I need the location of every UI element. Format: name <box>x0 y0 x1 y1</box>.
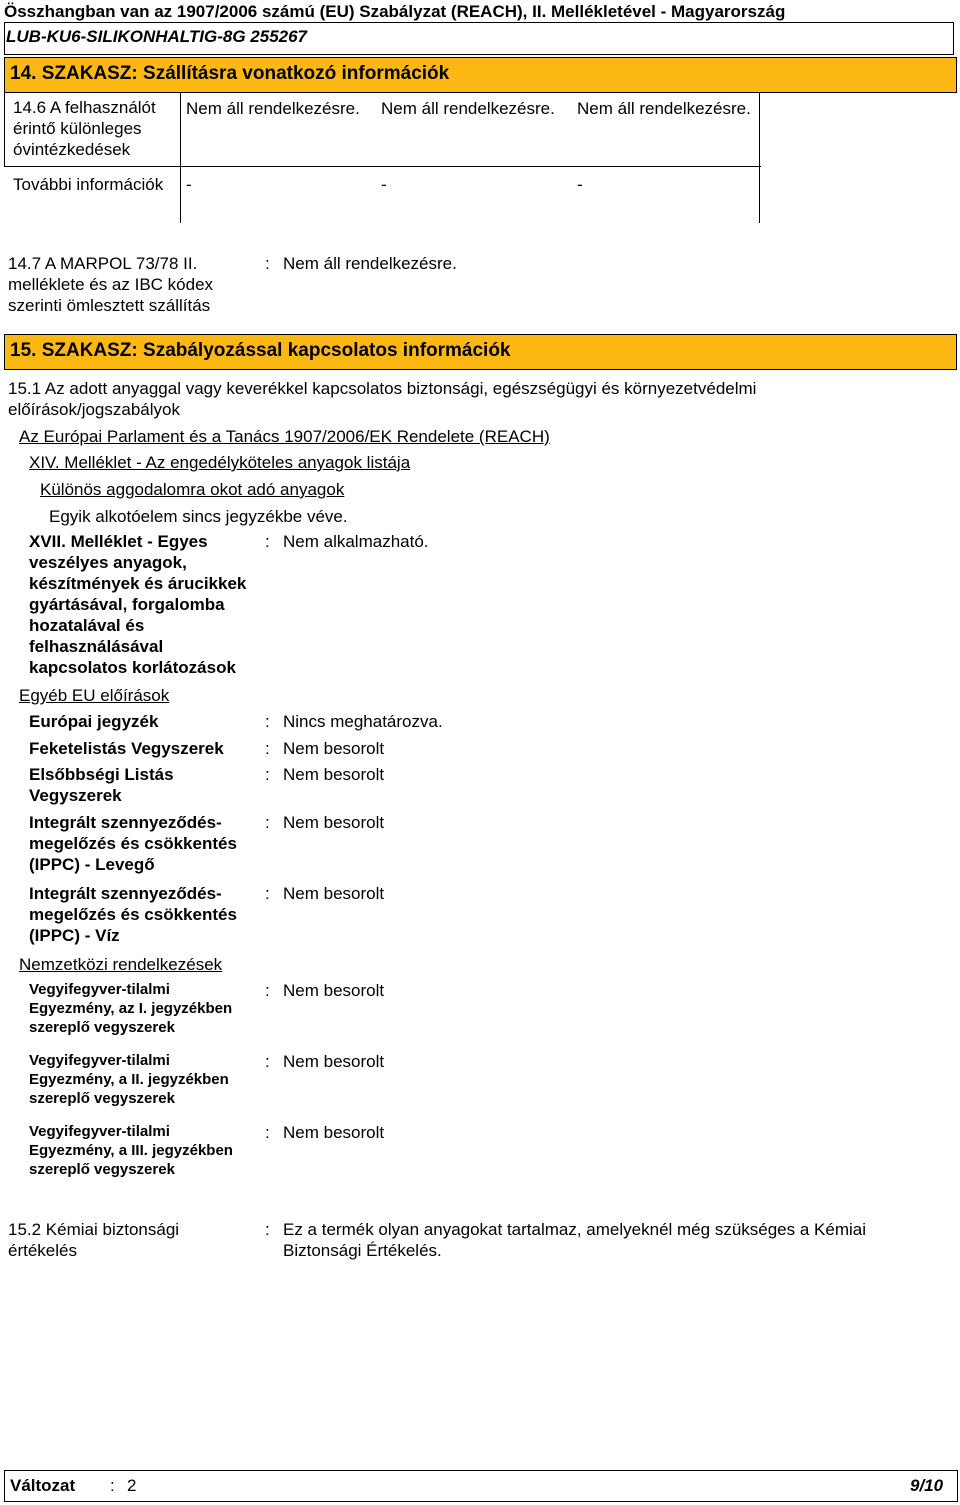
section-15-1-heading: 15.1 Az adott anyaggal vagy keverékkel kapcsolatos biztonsági, egészségügyi és környezetvédelmi előírások/jogszabályok <box>8 379 757 419</box>
table-left-border <box>4 93 6 166</box>
cwc-item-value: Nem besorolt <box>283 1052 385 1071</box>
eu-item-label: Feketelistás Vegyszerek <box>29 739 224 758</box>
cwc-item-colon: : <box>265 981 270 1000</box>
row-special-precautions-label: 14.6 A felhasználót érintő különleges óvintézkedések <box>13 98 156 159</box>
eu-item-value: Nincs meghatározva. <box>283 712 443 731</box>
table-row-divider <box>4 166 761 168</box>
cwc-item-label: Vegyifegyver-tilalmi Egyezmény, az I. jegyzékben szereplő vegyszerek <box>29 981 233 1036</box>
section-15-header: 15. SZAKASZ: Szabályozással kapcsolatos információk <box>4 334 957 370</box>
footer-colon: : <box>110 1476 115 1495</box>
footer-page-number: 9/10 <box>910 1476 944 1495</box>
svhc-note: Egyik alkotóelem sincs jegyzékbe véve. <box>49 507 348 526</box>
cwc-item-label: Vegyifegyver-tilalmi Egyezmény, a III. jegyzékben szereplő vegyszerek <box>29 1123 233 1178</box>
marpol-colon: : <box>265 254 270 273</box>
eu-item-value: Nem besorolt <box>283 765 385 784</box>
row-special-precautions-value-2: Nem áll rendelkezésre. <box>381 99 555 118</box>
eu-item-label: Integrált szennyeződés-megelőzés és csökkentés (IPPC) - Levegő <box>29 813 237 874</box>
eu-item-colon: : <box>265 765 270 784</box>
eu-item-value: Nem besorolt <box>283 884 385 903</box>
row-further-info-value-2: - <box>381 175 387 194</box>
table-right-border <box>759 93 761 223</box>
annex-xvii-colon: : <box>265 532 270 551</box>
section-15-2-colon: : <box>265 1220 270 1239</box>
eu-item-value: Nem besorolt <box>283 739 385 758</box>
eu-item-label: Integrált szennyeződés-megelőzés és csökkentés (IPPC) - Víz <box>29 884 237 945</box>
section-15-2-label: 15.2 Kémiai biztonsági értékelés <box>8 1220 180 1260</box>
annex-xvii-value: Nem alkalmazható. <box>283 532 429 551</box>
eu-regulation-heading: Az Európai Parlament és a Tanács 1907/2006/EK Rendelete (REACH) <box>19 427 550 446</box>
footer-box <box>4 1470 958 1502</box>
marpol-label: 14.7 A MARPOL 73/78 II. melléklete és az IBC kódex szerinti ömlesztett szállítás <box>8 254 214 315</box>
eu-item-value: Nem besorolt <box>283 813 385 832</box>
eu-item-colon: : <box>265 712 270 731</box>
row-further-info-label: További információk <box>13 175 164 194</box>
international-heading: Nemzetközi rendelkezések <box>19 955 223 974</box>
cwc-item-value: Nem besorolt <box>283 1123 385 1142</box>
row-special-precautions-value-1: Nem áll rendelkezésre. <box>186 99 360 118</box>
eu-item-label: Elsőbbségi Listás Vegyszerek <box>29 765 174 805</box>
annex-xiv-heading: XIV. Melléklet - Az engedélyköteles anyagok listája <box>29 453 411 472</box>
row-further-info-value-3: - <box>577 175 583 194</box>
eu-item-colon: : <box>265 884 270 903</box>
table-divider <box>180 93 182 223</box>
other-eu-heading: Egyéb EU előírások <box>19 686 170 705</box>
section-14-header: 14. SZAKASZ: Szállításra vonatkozó információk <box>4 57 957 93</box>
cwc-item-value: Nem besorolt <box>283 981 385 1000</box>
eu-item-colon: : <box>265 739 270 758</box>
cwc-item-colon: : <box>265 1052 270 1071</box>
eu-item-colon: : <box>265 813 270 832</box>
cwc-item-colon: : <box>265 1123 270 1142</box>
footer-version-value: 2 <box>127 1476 137 1495</box>
annex-xvii-label: XVII. Melléklet - Egyes veszélyes anyagok, készítmények és árucikkek gyártásával, forgalomba hozatalával és felhasználásával kapcsolatos korlátozások <box>29 532 247 677</box>
marpol-value: Nem áll rendelkezésre. <box>283 254 457 273</box>
row-special-precautions-value-3: Nem áll rendelkezésre. <box>577 99 751 118</box>
footer-version-label: Változat <box>10 1476 76 1495</box>
document-regulation-title: Összhangban van az 1907/2006 számú (EU) Szabályzat (REACH), II. Mellékletével - Magyarország <box>4 2 786 21</box>
cwc-item-label: Vegyifegyver-tilalmi Egyezmény, a II. jegyzékben szereplő vegyszerek <box>29 1052 229 1107</box>
eu-item-label: Európai jegyzék <box>29 712 159 731</box>
row-further-info-value-1: - <box>186 175 192 194</box>
svhc-heading: Különös aggodalomra okot adó anyagok <box>40 480 345 499</box>
section-15-2-value: Ez a termék olyan anyagokat tartalmaz, amelyeknél még szükséges a Kémiai Biztonsági Értékelés. <box>283 1220 866 1260</box>
product-id: LUB-KU6-SILIKONHALTIG-8G 255267 <box>6 27 308 46</box>
